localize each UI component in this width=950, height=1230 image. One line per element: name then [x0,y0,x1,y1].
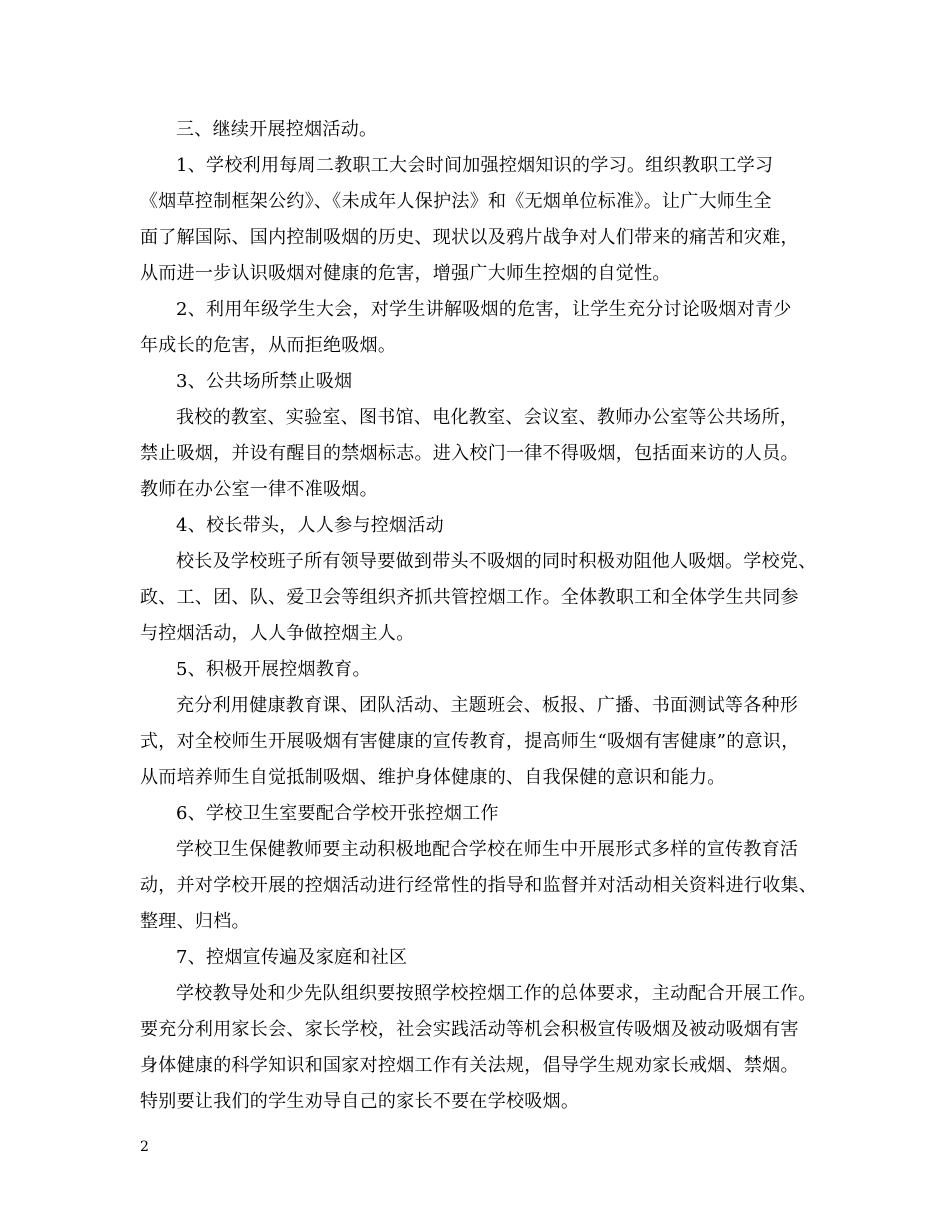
text-line: 校长及学校班子所有领导要做到带头不吸烟的同时积极劝阻他人吸烟。学校党、 [176,551,817,572]
text-line: 三、继续开展控烟活动。 [176,119,378,140]
text-line: 教师在办公室一律不准吸烟。 [140,479,378,500]
text-line: 式，对全校师生开展吸烟有害健康的宣传教育，提高师生“吸烟有害健康”的意识， [140,731,800,752]
text-line: 3、公共场所禁止吸烟 [176,371,353,392]
text-line: 从而培养师生自觉抵制吸烟、维护身体健康的、自我保健的意识和能力。 [140,767,726,788]
text-line: 充分利用健康教育课、团队活动、主题班会、板报、广播、书面测试等各种形 [176,695,799,716]
text-line: 与控烟活动，人人争做控烟主人。 [140,623,415,644]
text-line: 动，并对学校开展的控烟活动进行经常性的指导和监督并对活动相关资料进行收集、 [140,875,818,896]
text-line: 学校教导处和少先队组织要按照学校控烟工作的总体要求，主动配合开展工作。 [176,983,817,1004]
text-line: 身体健康的科学知识和国家对控烟工作有关法规，倡导学生规劝家长戒烟、禁烟。 [140,1055,799,1076]
text-line: 面了解国际、国内控制吸烟的历史、现状以及鸦片战争对人们带来的痛苦和灾难， [140,227,799,248]
text-line: 年成长的危害，从而拒绝吸烟。 [140,335,397,356]
text-line: 特别要让我们的学生劝导自己的家长不要在学校吸烟。 [140,1091,580,1112]
text-line: 7、控烟宣传遍及家庭和社区 [176,947,408,968]
text-line: 5、积极开展控烟教育。 [176,659,371,680]
text-line: 我校的教室、实验室、图书馆、电化教室、会议室、教师办公室等公共场所， [176,407,799,428]
page-number: 2 [140,1139,149,1155]
text-line: 整理、归档。 [140,911,250,932]
text-line: 要充分利用家长会、家长学校，社会实践活动等机会积极宣传吸烟及被动吸烟有害 [140,1019,799,1040]
text-line: 2、利用年级学生大会，对学生讲解吸烟的危害，让学生充分讨论吸烟对青少 [176,299,792,320]
text-line: 学校卫生保健教师要主动积极地配合学校在师生中开展形式多样的宣传教育活 [176,839,799,860]
text-line: 1、学校利用每周二教职工大会时间加强控烟知识的学习。组织教职工学习 [176,155,774,176]
text-line: 《烟草控制框架公约》、《未成年人保护法》和《无烟单位标准》。让广大师生全 [140,191,772,212]
text-line: 禁止吸烟，并设有醒目的禁烟标志。进入校门一律不得吸烟，包括面来访的人员。 [140,443,799,464]
document-body [140,112,820,1120]
text-line: 从而进一步认识吸烟对健康的危害，增强广大师生控烟的自觉性。 [140,263,671,284]
text-line: 政、工、团、队、爱卫会等组织齐抓共管控烟工作。全体教职工和全体学生共同参 [140,587,799,608]
text-line: 4、校长带头，人人参与控烟活动 [176,515,444,536]
text-line: 6、学校卫生室要配合学校开张控烟工作 [176,803,499,824]
